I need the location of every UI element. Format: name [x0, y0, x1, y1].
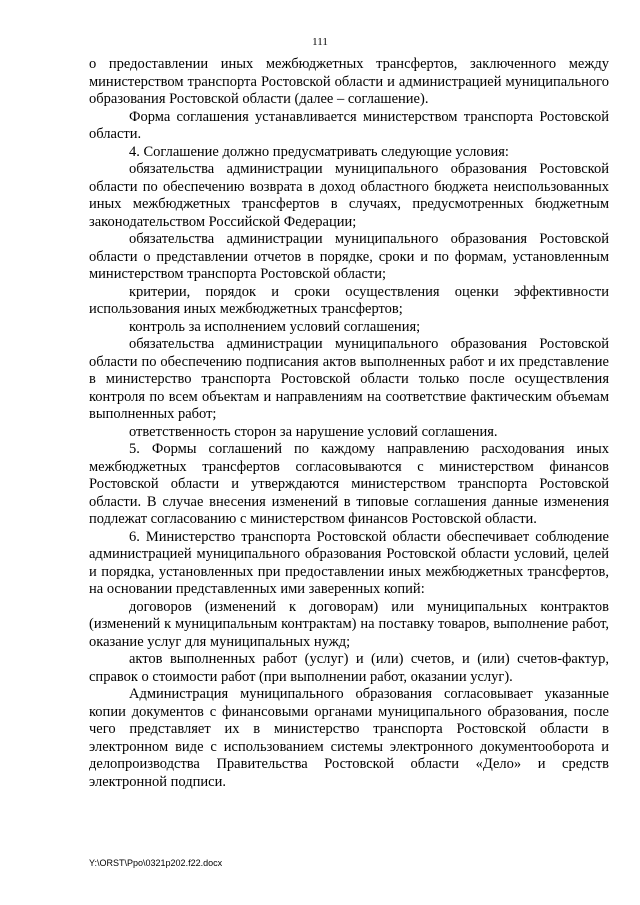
paragraph: обязательства администрации муниципального образования Ростовской области о представлении отчетов в порядке, сроки и по формам, установленным министерством транспорта Ростовской области; — [89, 231, 609, 282]
paragraph: актов выполненных работ (услуг) и (или) счетов, и (или) счетов-фактур, справок о стоимости работ (при выполнении работ, оказании услуг). — [89, 651, 609, 685]
paragraph: о предоставлении иных межбюджетных трансфертов, заключенного между министерством транспорта Ростовской области и администрацией муниципального образования Ростовской области (далее – соглашение). — [89, 56, 609, 107]
paragraph: ответственность сторон за нарушение условий соглашения. — [129, 423, 498, 440]
paragraph: критерии, порядок и сроки осуществления оценки эффективности использования иных межбюджетных трансфертов; — [89, 283, 609, 317]
footer-file-path: Y:\ORST\Ppo\0321p202.f22.docx — [89, 858, 223, 868]
document-body — [89, 56, 609, 791]
paragraph: обязательства администрации муниципального образования Ростовской области по обеспечению возврата в доход областного бюджета неиспользованных иных межбюджетных трансфертов в случаях, предусмотренных бюджетным законодательством Российской Федерации; — [89, 161, 609, 230]
paragraph: Форма соглашения устанавливается министерством транспорта Ростовской области. — [89, 108, 609, 142]
paragraph: обязательства администрации муниципального образования Ростовской области по обеспечению подписания актов выполненных работ и их представление в министерство транспорта Ростовской области только после осуществления контроля по всем объектам и направлениям на соответствие фактическим объемам выполненных работ; — [89, 336, 609, 422]
paragraph: контроль за исполнением условий соглашения; — [129, 318, 421, 335]
paragraph: 6. Министерство транспорта Ростовской области обеспечивает соблюдение администрацией муниципального образования Ростовской области условий, целей и порядка, установленных при предоставлении иных межбюджетных трансфертов, на основании представленных ими заверенных копий: — [89, 528, 609, 597]
paragraph: договоров (изменений к договорам) или муниципальных контрактов (изменений к муниципальным контрактам) на поставку товаров, выполнение работ, оказание услуг для муниципальных нужд; — [89, 598, 609, 650]
paragraph: Администрация муниципального образования согласовывает указанные копии документов с финансовыми органами муниципального образования, после чего представляет их в министерство транспорта Ростовской области в электронном виде с использованием системы электронного документооборота и делопроизводства Правительства Ростовской области «Дело» и средств электронной подписи. — [89, 686, 609, 790]
page-number: 111 — [312, 36, 328, 48]
paragraph: 5. Формы соглашений по каждому направлению расходования иных межбюджетных трансфертов согласовываются с министерством финансов Ростовской области и утверждаются министерством транспорта Ростовской области. В случае внесения изменений в типовые соглашения данные изменения подлежат согласованию с министерством финансов Ростовской области. — [89, 441, 609, 527]
paragraph: 4. Соглашение должно предусматривать следующие условия: — [129, 143, 509, 160]
